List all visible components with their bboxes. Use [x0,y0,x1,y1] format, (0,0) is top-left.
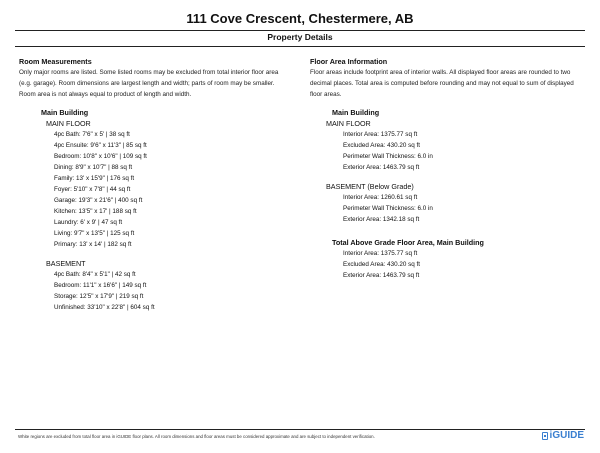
area-row: Exterior Area: 1342.18 sq ft [343,216,420,223]
floor-area-note-line: floor areas. [310,91,342,98]
level-label-basement: BASEMENT (Below Grade) [326,182,414,191]
iguide-logo [542,430,584,441]
room-measurements-heading: Room Measurements [19,57,92,66]
room-measurements-note-line: Only major rooms are listed. Some listed rooms may be excluded from total interior floor area [19,69,279,76]
level-label-main-floor: MAIN FLOOR [46,119,91,128]
floor-area-heading: Floor Area Information [310,57,388,66]
area-row: Interior Area: 1375.77 sq ft [343,250,418,257]
room-row: Primary: 13' x 14' | 182 sq ft [54,241,132,248]
area-row: Exterior Area: 1463.79 sq ft [343,164,420,171]
area-row: Interior Area: 1375.77 sq ft [343,131,418,138]
area-row: Exterior Area: 1463.79 sq ft [343,272,420,279]
room-row: Living: 9'7" x 13'5" | 125 sq ft [54,230,135,237]
iguide-logo-text: iGUIDE [549,430,584,441]
room-measurements-section [19,56,304,313]
room-row: Laundry: 6' x 9' | 47 sq ft [54,219,123,226]
room-measurements-note-line: Room area is not always equal to product of length and width. [19,91,192,98]
room-row: Kitchen: 13'5" x 17' | 188 sq ft [54,208,137,215]
room-row: Family: 13' x 15'9" | 176 sq ft [54,175,135,182]
building-label: Main Building [332,108,380,117]
iguide-logo-icon [542,432,548,440]
level-label-main-floor: MAIN FLOOR [326,119,371,128]
subtitle-divider [15,46,585,47]
room-row: Unfinished: 33'10" x 22'8" | 604 sq ft [54,304,155,311]
area-row: Excluded Area: 430.20 sq ft [343,261,421,268]
floor-area-section [310,56,595,281]
room-row: Bedroom: 11'1" x 16'6" | 149 sq ft [54,282,147,289]
room-row: Garage: 19'3" x 21'6" | 400 sq ft [54,197,143,204]
page-subtitle: Property Details [267,32,333,42]
room-row: Bedroom: 10'8" x 10'6" | 109 sq ft [54,153,147,160]
building-label: Main Building [41,108,89,117]
footer-disclaimer: White regions are excluded from total floor area in iGUIDE floor plans. All room dimensions and floor areas must be considered approximate and are subject to independent verification. [18,434,375,439]
room-row: Foyer: 5'10" x 7'8" | 44 sq ft [54,186,131,193]
total-area-heading: Total Above Grade Floor Area, Main Building [332,238,484,247]
page-title: 111 Cove Crescent, Chestermere, AB [186,11,414,26]
area-row: Perimeter Wall Thickness: 6.0 in [343,205,433,212]
area-row: Perimeter Wall Thickness: 6.0 in [343,153,433,160]
room-row: 4pc Bath: 8'4" x 5'1" | 42 sq ft [54,271,136,278]
room-row: 4pc Ensuite: 9'6" x 11'3" | 85 sq ft [54,142,147,149]
floor-area-note-line: decimal places. Total area is computed before rounding and may not equal to sum of displayed [310,80,574,87]
room-row: Storage: 12'5" x 17'9" | 219 sq ft [54,293,144,300]
level-label-basement: BASEMENT [46,259,86,268]
header-divider [15,30,585,31]
floor-area-note-line: Floor areas include footprint area of interior walls. All displayed floor areas are rounded to two [310,69,571,76]
room-measurements-note-line: (e.g. garage). Room dimensions are largest length and width; parts of room may be smaller. [19,80,275,87]
room-row: 4pc Bath: 7'6" x 5' | 38 sq ft [54,131,130,138]
area-row: Excluded Area: 430.20 sq ft [343,142,421,149]
footer-divider [15,429,585,430]
area-row: Interior Area: 1260.61 sq ft [343,194,418,201]
room-row: Dining: 8'9" x 10'7" | 88 sq ft [54,164,133,171]
